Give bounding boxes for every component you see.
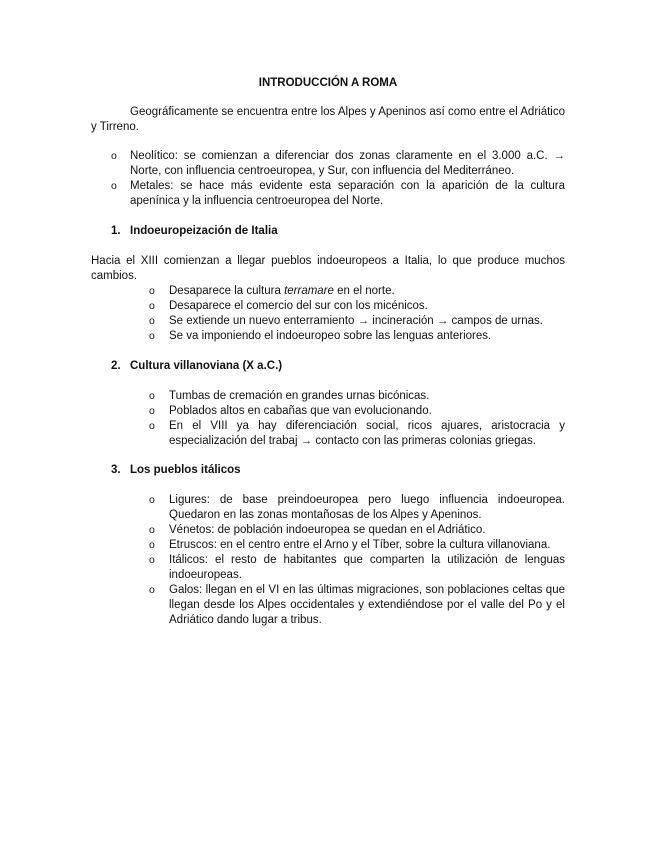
list-item: o En el VIII ya hay diferenciación social, ricos ajuares, aristocracia y especialización del trabaj → contacto con las primeras colonias griegas. <box>91 419 565 449</box>
list-item <box>91 284 565 299</box>
intro-bullet-list <box>91 149 565 209</box>
section-3-bullet-list <box>91 493 565 628</box>
list-item: o Poblados altos en cabañas que van evolucionando. <box>91 404 565 419</box>
list-item: o Etruscos: en el centro entre el Arno y el Tíber, sobre la cultura villanoviana. <box>91 538 565 553</box>
section-heading-2 <box>91 359 565 374</box>
list-item: o Desaparece el comercio del sur con los micénicos. <box>91 299 565 314</box>
section-heading-text: Cultura villanoviana (X a.C.) <box>130 360 283 372</box>
list-item: o Tumbas de cremación en grandes urnas bicónicas. <box>91 389 565 404</box>
section-1-paragraph: Hacia el XIII comienzan a llegar pueblos indoeuropeos a Italia, lo que produce muchos cambios. <box>91 255 565 282</box>
list-item: o Ligures: de base preindoeuropea pero luego influencia indoeuropea. Quedaron en las zonas montañosas de los Alpes y Apeninos. <box>91 493 565 523</box>
list-item-text: en el norte. <box>333 285 395 297</box>
section-heading-text: Indoeuropeización de Italia <box>130 225 278 237</box>
list-item-text: Desaparece la cultura <box>169 285 285 297</box>
list-item: o Se va imponiendo el indoeuropeo sobre las lenguas anteriores. <box>91 329 565 344</box>
list-item: o Metales: se hace más evidente esta separación con la aparición de la cultura apenínica y la influencia centroeuropea del Norte. <box>91 179 565 209</box>
list-item-emphasis: terramare <box>284 285 334 297</box>
section-1-bullet-list <box>91 284 565 344</box>
list-item: o Itálicos: el resto de habitantes que comparten la utilización de lenguas indoeuropeas. <box>91 553 565 583</box>
intro-paragraph: Geográficamente se encuentra entre los Alpes y Apeninos así como entre el Adriático y Tirreno. <box>91 106 565 133</box>
section-number: 2. <box>111 360 121 372</box>
section-number: 1. <box>111 225 121 237</box>
list-item: o Se extiende un nuevo enterramiento → incineración → campos de urnas. <box>91 314 565 329</box>
section-heading-text: Los pueblos itálicos <box>130 464 241 476</box>
document-page <box>91 76 565 628</box>
section-number: 3. <box>111 464 121 476</box>
section-heading-3 <box>91 463 565 478</box>
document-title: INTRODUCCIÓN A ROMA <box>258 77 398 89</box>
section-2-bullet-list <box>91 389 565 449</box>
list-item: o Vénetos: de población indoeuropea se quedan en el Adriático. <box>91 523 565 538</box>
list-item: o Galos: llegan en el VI en las últimas migraciones, son poblaciones celtas que llegan desde los Alpes occidentales y extendiéndose por el valle del Po y el Adriático dando lugar a tribus. <box>91 583 565 628</box>
list-item: o Neolítico: se comienzan a diferenciar dos zonas claramente en el 3.000 a.C. → Norte, con influencia centroeuropea, y Sur, con influencia del Mediterráneo. <box>91 149 565 179</box>
section-heading-1 <box>91 224 565 239</box>
